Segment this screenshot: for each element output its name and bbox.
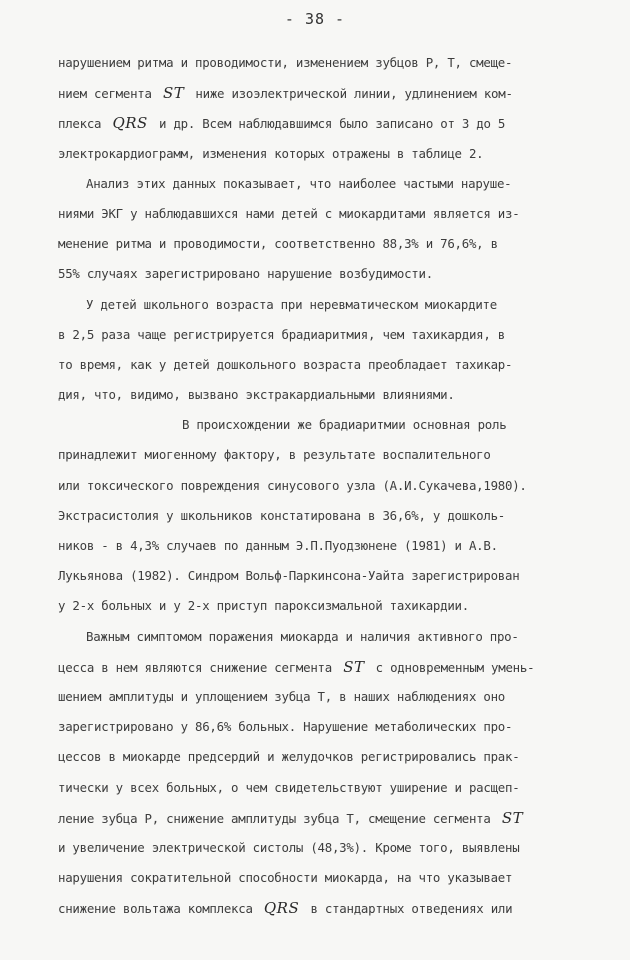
text-run: нарушения сократительной способности миокарда, на что указывает [58,870,513,886]
text-run: и др. Всем наблюдавшимся было записано от 3 до 5 [151,116,506,132]
text-run: ление зубца Р, снижение амплитуды зубца Т, смещение сегмента [58,810,498,826]
text-line [58,622,588,652]
handwritten-term: ST [162,84,185,103]
page-number: - 38 - [284,10,346,28]
text-line [58,803,588,833]
handwritten-term: ST [343,657,365,676]
text-run: В происхождении же брадиаритмии основная роль [182,417,507,433]
text-run: Экстрасистолия у школьников констатирована в 36,6%, у дошколь- [58,507,506,523]
text-line [58,652,588,682]
text-run: 55% случаях зарегистрировано нарушение возбудимости. [58,266,433,282]
text-line [58,893,588,923]
text-run: в 2,5 раза чаще регистрируется брадиаритмия, чем тахикардия, в [58,326,506,342]
text-run: Анализ этих данных показывает, что наиболее частыми наруше- [86,175,512,191]
text-run: с одновременным умень- [368,659,535,675]
text-run: зарегистрировано у 86,6% больных. Нарушение метаболических про- [58,719,513,735]
text-line [58,531,588,561]
text-run: снижение вольтажа комплекса [58,901,260,917]
text-line [58,108,588,138]
text-line [58,290,588,320]
text-line [58,78,588,108]
text-line [58,320,588,350]
text-run: нием сегмента [58,86,159,102]
text-line [58,410,588,440]
text-run: цесса в нем являются снижение сегмента [58,659,340,675]
handwritten-term: QRS [112,114,148,133]
text-run: нарушением ритма и проводимости, изменением зубцов Р, Т, смеще- [58,55,513,70]
text-run: в стандартных отведениях или [303,901,513,917]
document-body [58,48,588,923]
text-run: принадлежит миогенному фактору, в результате воспалительного [58,447,491,463]
text-run: ниями ЭКГ у наблюдавшихся нами детей с миокардитами является из- [58,205,520,221]
text-line [58,471,588,501]
text-line [58,169,588,199]
text-line [58,259,588,289]
text-run: дия, что, видимо, вызвано экстракардиальными влияниями. [58,387,455,403]
text-line [58,199,588,229]
text-line [58,350,588,380]
text-line [58,501,588,531]
text-run: цессов в миокарде предсердий и желудочков регистрировались прак- [58,749,520,765]
text-line [58,682,588,712]
text-run: у 2-х больных и у 2-х приступ пароксизмальной тахикардии. [58,598,469,614]
text-line [58,139,588,169]
text-run: У детей школьного возраста при неревматическом миокардите [86,296,497,312]
text-run: и увеличение электрической систолы (48,3%). Кроме того, выявлены [58,839,520,855]
text-run: Лукьянова (1982). Синдром Вольф-Паркинсона-Уайта зарегистрирован [58,568,520,584]
text-run: ниже изоэлектрической линии, удлинением ком- [188,86,513,102]
text-run: то время, как у детей дошкольного возраста преобладает тахикар- [58,356,513,372]
text-run: шением амплитуды и уплощением зубца Т, в наших наблюдениях оно [58,688,506,704]
text-line [58,833,588,863]
text-line [58,440,588,470]
text-line [58,742,588,772]
text-line [58,712,588,742]
handwritten-term: QRS [263,899,300,918]
text-run: тически у всех больных, о чем свидетельствуют уширение и расщеп- [58,779,520,795]
text-run: электрокардиограмм, изменения которых отражены в таблице 2. [58,145,484,161]
text-line [58,380,588,410]
text-line [58,773,588,803]
text-line [58,591,588,621]
text-line [58,229,588,259]
handwritten-term: ST [501,808,524,827]
text-run: Важным симптомом поражения миокарда и наличия активного про- [86,628,519,644]
text-run: плекса [58,116,109,132]
text-line [58,863,588,893]
text-run: или токсического повреждения синусового узла (А.И.Сукачева,1980). [58,477,527,493]
text-line [58,561,588,591]
text-run: менение ритма и проводимости, соответственно 88,3% и 76,6%, в [58,236,498,252]
text-line [58,48,588,78]
text-run: ников - в 4,3% случаев по данным Э.П.Пуодзюнене (1981) и А.В. [58,538,498,553]
